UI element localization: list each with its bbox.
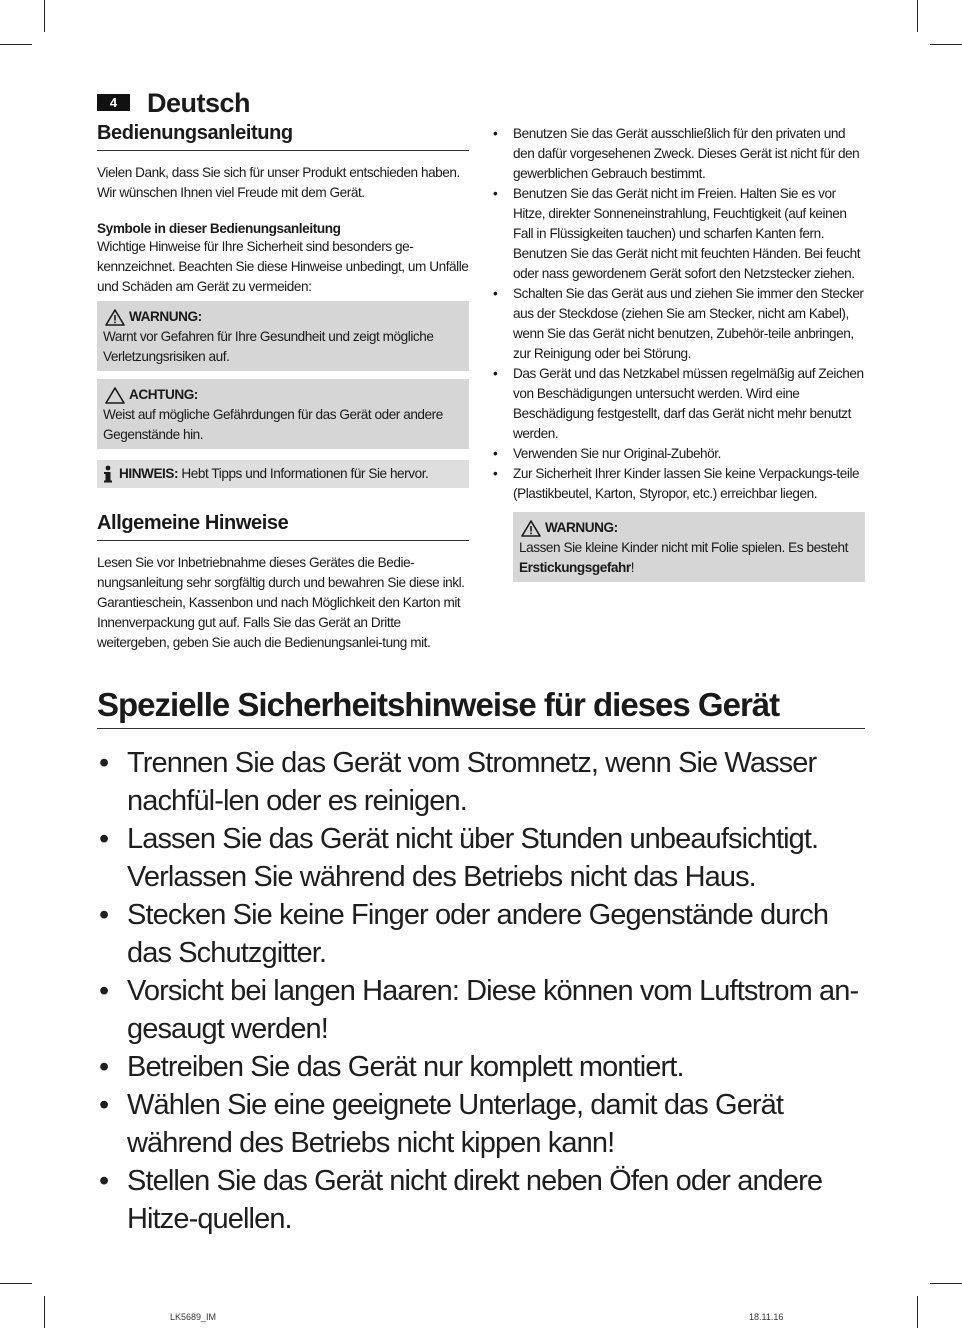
caution-box [97,379,469,449]
special-safety-title: Spezielle Sicherheitshinweise für dieses Gerät [97,686,865,729]
crop-mark [917,1296,918,1328]
crop-mark [44,0,45,32]
crop-mark [0,1283,32,1284]
footer-code: LK5689_IM [170,1312,217,1322]
suffocation-hazard: Erstickungsgefahr [519,560,631,575]
list-item: • Vorsicht bei langen Haaren: Diese können vom Luftstrom an-gesaugt werden! [99,975,859,1045]
crop-mark [930,1283,962,1284]
list-item: • Schalten Sie das Gerät aus und ziehen Sie immer den Stecker aus der Steckdose (ziehen Sie am Stecker, nicht am Kabel), wenn Sie das Gerät nicht benutzen, Zubehör-teile anbringen, zur Reinigung oder bei Störung. [493,286,864,361]
warning-box [97,301,469,371]
crop-mark [930,44,962,45]
list-item: • Verwenden Sie nur Original-Zubehör. [493,446,721,461]
caution-label: ACHTUNG: [129,387,198,402]
info-icon [103,465,113,483]
list-item: • Benutzen Sie das Gerät ausschließlich für den privaten und den dafür vorgesehenen Zweck. Dieses Gerät ist nicht für den gewerblichen Gebrauch bestimmt. [493,126,860,181]
intro-text: Vielen Dank, dass Sie sich für unser Produkt entschieden haben. Wir wünschen Ihnen viel Freude mit dem Gerät. [97,165,460,200]
warning-text: Warnt vor Gefahren für Ihre Gesundheit und zeigt mögliche Verletzungsrisiken auf. [103,329,434,364]
language-title: Deutsch [147,88,251,118]
general-title: Allgemeine Hinweise [97,512,469,541]
left-column [97,122,469,653]
list-item: • Stecken Sie keine Finger oder andere Gegenstände durch das Schutzgitter. [99,899,829,969]
footer-date: 18.11.16 [749,1312,784,1322]
list-item: • Stellen Sie das Gerät nicht direkt neben Öfen oder andere Hitze-quellen. [99,1165,823,1235]
list-item: • Trennen Sie das Gerät vom Stromnetz, wenn Sie Wasser nachfül-len oder es reinigen. [99,747,817,817]
crop-mark [44,1296,45,1328]
caution-icon [105,387,125,404]
warning-icon [105,309,125,326]
warning-label: WARNUNG: [129,309,202,324]
child-warning-text: Lassen Sie kleine Kinder nicht mit Folie spielen. Es besteht Erstickungsgefahr! [519,540,848,575]
general-text: Lesen Sie vor Inbetriebnahme dieses Gerätes die Bedie-nungsanleitung sehr sorgfältig durch und bewahren Sie diese inkl. Garantieschein, Kassenbon und nach Möglichkeit den Karton mit Innenverpackung gut auf. Falls Sie das Gerät an Dritte weitergeben, geben Sie auch die Bedienungsanlei-tung mit. [97,555,465,650]
list-item: • Lassen Sie das Gerät nicht über Stunden unbeaufsichtigt. Verlassen Sie während des Betriebs nicht das Haus. [99,823,819,893]
child-warning-box [513,512,865,582]
right-column [491,124,865,582]
hint-label: HINWEIS: [119,466,179,481]
special-safety-list [97,744,865,1238]
list-item: • Benutzen Sie das Gerät nicht im Freien. Halten Sie es vor Hitze, direkter Sonneneinstrahlung, Feuchtigkeit (auf keinen Fall in Flüssigkeiten tauchen) und scharfen Kanten fern. Benutzen Sie das Gerät nicht mit feuchten Händen. Bei feucht oder nass gewordenem Gerät sofort den Netzstecker ziehen. [493,186,861,281]
page-number: 4 [97,94,130,111]
warning-label: WARNUNG: [545,520,618,535]
symbols-title: Symbole in dieser Bedienungsanleitung [97,221,341,236]
list-item: • Zur Sicherheit Ihrer Kinder lassen Sie keine Verpackungs-teile (Plastikbeutel, Karton, Styropor, etc.) erreichbar liegen. [493,466,860,501]
safety-list [491,124,865,504]
caution-text: Weist auf mögliche Gefährdungen für das Gerät oder andere Gegenstände hin. [103,407,443,442]
crop-mark [917,0,918,32]
list-item: • Das Gerät und das Netzkabel müssen regelmäßig auf Zeichen von Beschädigungen untersucht werden. Wird eine Beschädigung festgestellt, darf das Gerät nicht mehr benutzt werden. [493,366,864,441]
crop-mark [0,44,32,45]
list-item: • Wählen Sie eine geeignete Unterlage, damit das Gerät während des Betriebs nicht kippen kann! [99,1089,784,1159]
symbols-text: Wichtige Hinweise für Ihre Sicherheit sind besonders ge-kennzeichnet. Beachten Sie diese Hinweise unbedingt, um Unfälle und Schäden am Gerät zu vermeiden: [97,239,469,294]
warning-icon [521,520,541,537]
list-item: • Betreiben Sie das Gerät nur komplett montiert. [99,1051,684,1083]
hint-text: Hebt Tipps und Informationen für Sie hervor. [181,466,429,481]
hint-box [97,460,469,488]
manual-title: Bedienungsanleitung [97,122,469,151]
